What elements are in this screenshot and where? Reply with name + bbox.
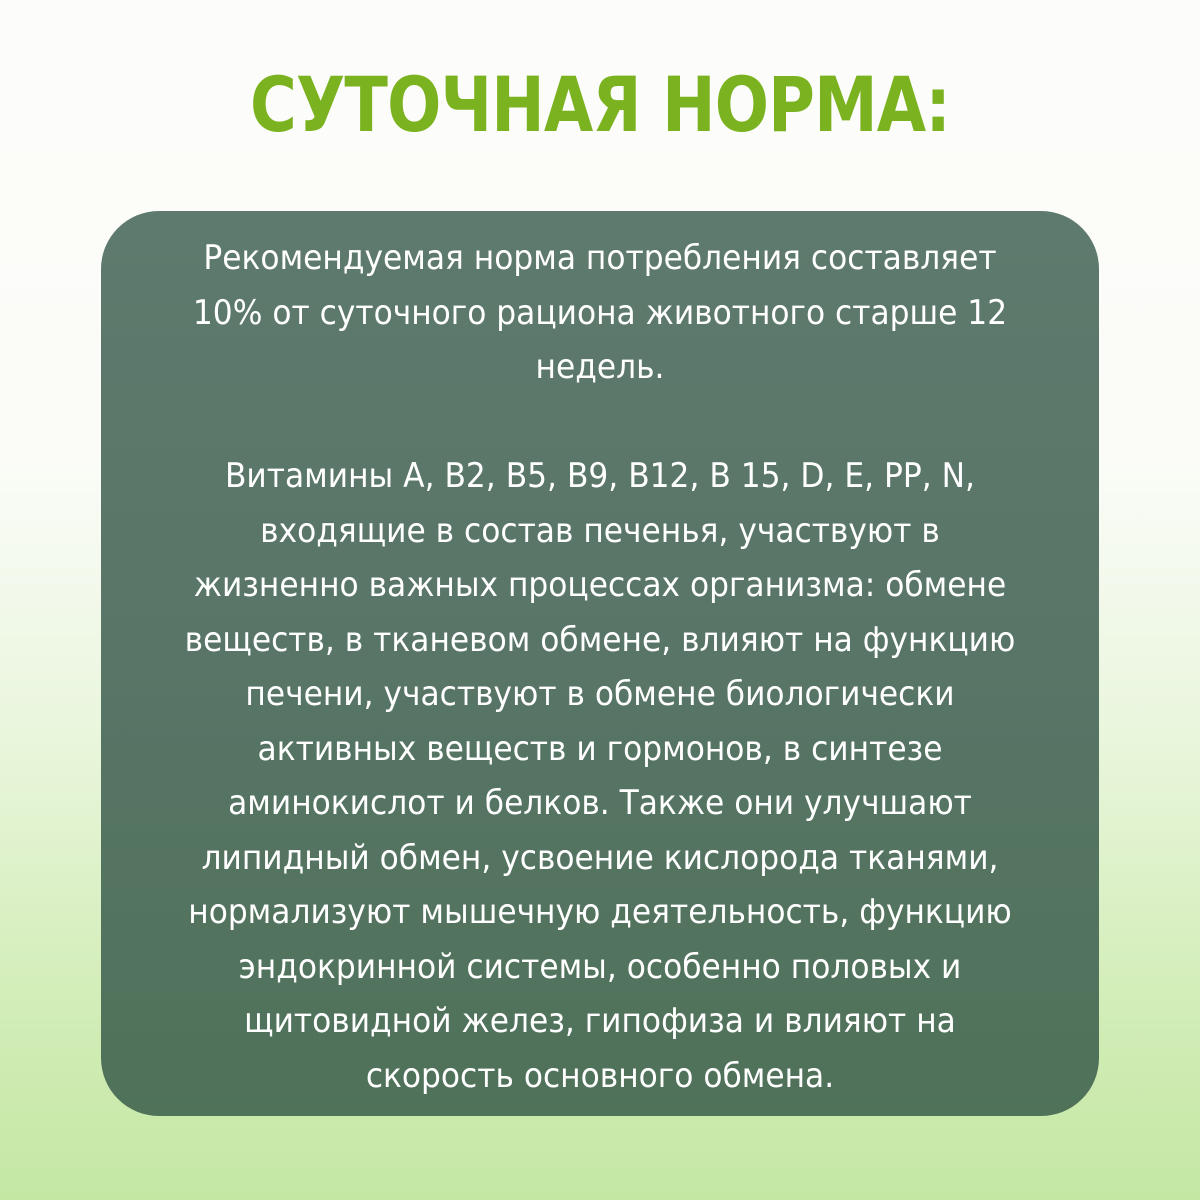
info-card (101, 211, 1099, 1116)
paragraph-spacer (111, 395, 1089, 450)
vitamins-description-text: Витамины A, B2, B5, B9, B12, B 15, D, E, PP, N, входящие в состав печенья, участвуют в жизненно важных процессах организма: обмене веществ, в тканевом обмене, влияют на функцию печени, участвуют в обмене биологически активных веществ и гормонов, в синтезе аминокислот и белков. Также они улучшают липидный обмен, усвоение кислорода тканями, нормализуют мышечную деятельность, функцию эндокринной системы, особенно половых и щитовидной желез, гипофиза и влияют на скорость основного обмена. (184, 456, 1016, 1096)
page-title: СУТОЧНАЯ НОРМА: (249, 60, 951, 149)
intake-recommendation-text: Рекомендуемая норма потребления составляет 10% от суточного рациона животного старше 12 недель. (192, 238, 1008, 387)
